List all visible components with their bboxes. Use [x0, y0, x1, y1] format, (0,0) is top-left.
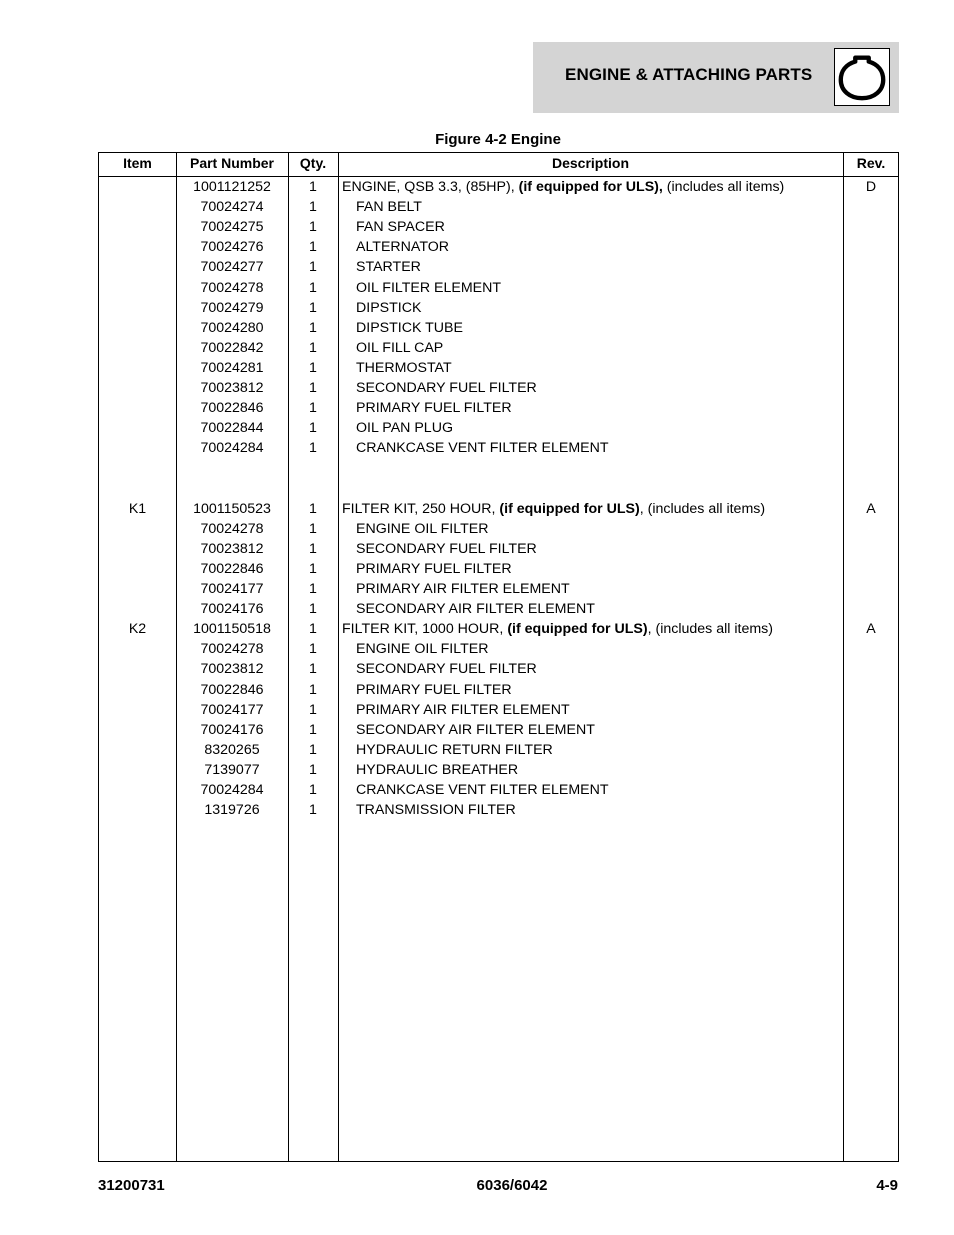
table-row [99, 639, 898, 659]
description-cell [342, 239, 856, 255]
qty-cell: 1 [309, 199, 317, 216]
description-text: DIPSTICK [356, 299, 422, 316]
table-row [99, 378, 898, 398]
column-header-item: Item [123, 155, 152, 171]
table-row [99, 579, 898, 599]
table-row [99, 659, 898, 679]
table-row [99, 257, 898, 277]
description-text: THERMOSTAT [356, 359, 452, 376]
part-number-cell: 70023812 [200, 540, 264, 557]
rev-cell: A [866, 621, 876, 638]
description-text: FAN SPACER [356, 219, 445, 236]
section-title: ENGINE & ATTACHING PARTS [565, 65, 813, 84]
description-text: HYDRAULIC RETURN FILTER [356, 741, 553, 758]
description-text: ENGINE, QSB 3.3, (85HP), [342, 179, 519, 195]
table-row [99, 740, 898, 760]
description-text: ALTERNATOR [356, 239, 450, 256]
table-row [99, 237, 898, 257]
parts-table [98, 152, 899, 1162]
description-text: TRANSMISSION FILTER [356, 802, 516, 819]
part-number-cell: 70024278 [200, 279, 264, 296]
description-cell [342, 641, 856, 657]
description-text: OIL FILL CAP [356, 339, 444, 356]
description-text: OIL PAN PLUG [356, 420, 453, 437]
footer-document-number: 31200731 [98, 1177, 165, 1194]
table-row [99, 680, 898, 700]
qty-cell: 1 [309, 741, 317, 758]
part-number-cell: 70022842 [200, 339, 264, 356]
part-number-cell: 1001150518 [193, 621, 271, 638]
part-number-cell: 70024177 [200, 581, 264, 597]
qty-cell: 1 [309, 581, 317, 597]
part-number-cell: 70024275 [200, 219, 264, 236]
qty-cell: 1 [309, 601, 317, 618]
description-text: SECONDARY FUEL FILTER [356, 540, 537, 557]
table-row [99, 438, 898, 458]
part-number-cell: 70024276 [200, 239, 264, 256]
description-cell [342, 440, 856, 456]
description-cell [342, 420, 856, 436]
table-row [99, 720, 898, 740]
description-cell [342, 722, 856, 738]
description-cell [342, 621, 842, 637]
qty-cell: 1 [309, 259, 317, 276]
column-header-part-number: Part Number [189, 155, 275, 171]
description-text: , (includes all items) [639, 500, 766, 517]
description-text: SECONDARY FUEL FILTER [356, 661, 537, 678]
qty-cell: 1 [309, 279, 317, 296]
part-number-cell: 1001121252 [193, 179, 271, 195]
description-cell [342, 802, 856, 818]
description-cell [342, 601, 856, 617]
qty-cell: 1 [309, 380, 317, 396]
qty-cell: 1 [309, 560, 317, 577]
qty-cell: 1 [309, 721, 317, 738]
description-text: SECONDARY FUEL FILTER [356, 380, 537, 396]
description-cell [342, 581, 856, 597]
part-number-cell: 70022846 [200, 560, 264, 577]
column-header-qty: Qty. [299, 155, 327, 171]
table-row [99, 298, 898, 318]
table-row [99, 700, 898, 720]
description-text: OIL FILTER ELEMENT [356, 279, 502, 296]
table-row [99, 177, 898, 197]
part-number-cell: 8320265 [204, 741, 260, 758]
description-text: SECONDARY AIR FILTER ELEMENT [356, 721, 595, 738]
description-text: PRIMARY FUEL FILTER [356, 560, 512, 577]
part-number-cell: 70024177 [200, 701, 264, 718]
footer-model: 6036/6042 [476, 1177, 548, 1194]
table-row [99, 278, 898, 298]
part-number-cell: 70024281 [200, 359, 264, 376]
part-number-cell: 70023812 [200, 380, 264, 396]
part-number-cell: 70024176 [200, 721, 264, 738]
qty-cell: 1 [309, 540, 317, 557]
description-text: PRIMARY AIR FILTER ELEMENT [356, 701, 570, 718]
description-text: FILTER KIT, 250 HOUR, [342, 500, 500, 517]
description-text: HYDRAULIC BREATHER [356, 761, 519, 778]
table-row [99, 559, 898, 579]
description-text: (includes all items) [662, 179, 785, 195]
qty-cell: 1 [309, 701, 317, 718]
qty-cell: 1 [309, 782, 317, 798]
part-number-cell: 70023812 [200, 661, 264, 678]
table-row [99, 760, 898, 780]
table-row [99, 418, 898, 438]
description-text: FAN BELT [356, 199, 422, 216]
figure-title: Figure 4-2 Engine [435, 131, 561, 148]
description-cell [342, 280, 856, 296]
item-cell: K1 [128, 500, 147, 517]
description-cell [342, 340, 856, 356]
description-cell [342, 320, 856, 336]
description-text: ENGINE OIL FILTER [356, 641, 489, 658]
description-text: (if equipped for ULS) [499, 500, 640, 517]
qty-cell: 1 [309, 681, 317, 698]
part-number-cell: 1319726 [204, 802, 260, 819]
description-text: PRIMARY AIR FILTER ELEMENT [356, 581, 570, 597]
part-number-cell: 70024274 [200, 199, 264, 216]
table-row [99, 318, 898, 338]
part-number-cell: 70022846 [200, 400, 264, 417]
table-row [99, 338, 898, 358]
part-number-cell: 1001150523 [193, 500, 271, 517]
part-number-cell: 70024279 [200, 299, 264, 316]
description-text: PRIMARY FUEL FILTER [356, 400, 512, 417]
description-cell [342, 521, 856, 537]
part-number-cell: 70024278 [200, 520, 264, 537]
description-text: , (includes all items) [647, 621, 773, 638]
description-cell [342, 762, 856, 778]
description-text: DIPSTICK TUBE [356, 319, 463, 336]
table-row [99, 599, 898, 619]
description-cell [342, 300, 856, 316]
table-row [99, 539, 898, 559]
qty-cell: 1 [309, 359, 317, 376]
description-cell [342, 380, 856, 396]
part-number-cell: 70024280 [200, 319, 264, 336]
table-header [99, 153, 898, 177]
description-cell [342, 259, 856, 275]
qty-cell: 1 [309, 339, 317, 356]
description-cell [342, 400, 856, 416]
description-text: (if equipped for ULS), [518, 179, 663, 195]
qty-cell: 1 [309, 661, 317, 678]
qty-cell: 1 [309, 802, 317, 819]
part-number-cell: 70024284 [200, 440, 264, 457]
qty-cell: 1 [309, 420, 317, 437]
qty-cell: 1 [309, 179, 317, 195]
footer-page-number: 4-9 [876, 1177, 898, 1194]
description-cell [342, 501, 842, 517]
description-text: (if equipped for ULS) [507, 621, 648, 638]
column-header-rev: Rev. [856, 155, 886, 171]
table-row [99, 519, 898, 539]
qty-cell: 1 [309, 621, 317, 638]
part-number-cell: 70024176 [200, 601, 264, 618]
description-text: FILTER KIT, 1000 HOUR, [342, 621, 508, 638]
description-cell [342, 742, 856, 758]
qty-cell: 1 [309, 400, 317, 417]
description-text: SECONDARY AIR FILTER ELEMENT [356, 601, 595, 618]
description-cell [342, 782, 856, 798]
description-cell [342, 702, 856, 718]
description-cell [342, 199, 856, 215]
part-number-cell: 7139077 [204, 761, 260, 778]
qty-cell: 1 [309, 319, 317, 336]
description-text: STARTER [356, 259, 421, 276]
part-number-cell: 70024284 [200, 782, 264, 798]
table-row [99, 499, 898, 519]
description-cell [342, 360, 856, 376]
rev-cell: D [865, 179, 877, 195]
engine-section-icon [834, 48, 890, 106]
description-cell [342, 541, 856, 557]
table-row [99, 780, 898, 800]
description-cell [342, 661, 856, 677]
part-number-cell: 70022846 [200, 681, 264, 698]
qty-cell: 1 [309, 219, 317, 236]
description-text: ENGINE OIL FILTER [356, 520, 489, 537]
description-cell [342, 561, 856, 577]
table-row [99, 358, 898, 378]
description-text: CRANKCASE VENT FILTER ELEMENT [356, 440, 609, 457]
table-row [99, 217, 898, 237]
description-cell [342, 219, 856, 235]
section-header [533, 42, 899, 113]
qty-cell: 1 [309, 440, 317, 457]
item-cell: K2 [128, 621, 147, 638]
table-row [99, 197, 898, 217]
part-number-cell: 70022844 [200, 420, 264, 437]
qty-cell: 1 [309, 239, 317, 256]
table-row [99, 800, 898, 820]
description-cell [342, 179, 842, 195]
qty-cell: 1 [309, 520, 317, 537]
rev-cell: A [866, 500, 876, 517]
qty-cell: 1 [309, 761, 317, 778]
description-text: PRIMARY FUEL FILTER [356, 681, 512, 698]
qty-cell: 1 [309, 641, 317, 658]
part-number-cell: 70024278 [200, 641, 264, 658]
qty-cell: 1 [309, 299, 317, 316]
table-row [99, 398, 898, 418]
description-cell [342, 682, 856, 698]
description-text: CRANKCASE VENT FILTER ELEMENT [356, 782, 609, 798]
table-row [99, 619, 898, 639]
part-number-cell: 70024277 [200, 259, 264, 276]
column-header-description: Description [551, 155, 629, 171]
qty-cell: 1 [309, 500, 317, 517]
